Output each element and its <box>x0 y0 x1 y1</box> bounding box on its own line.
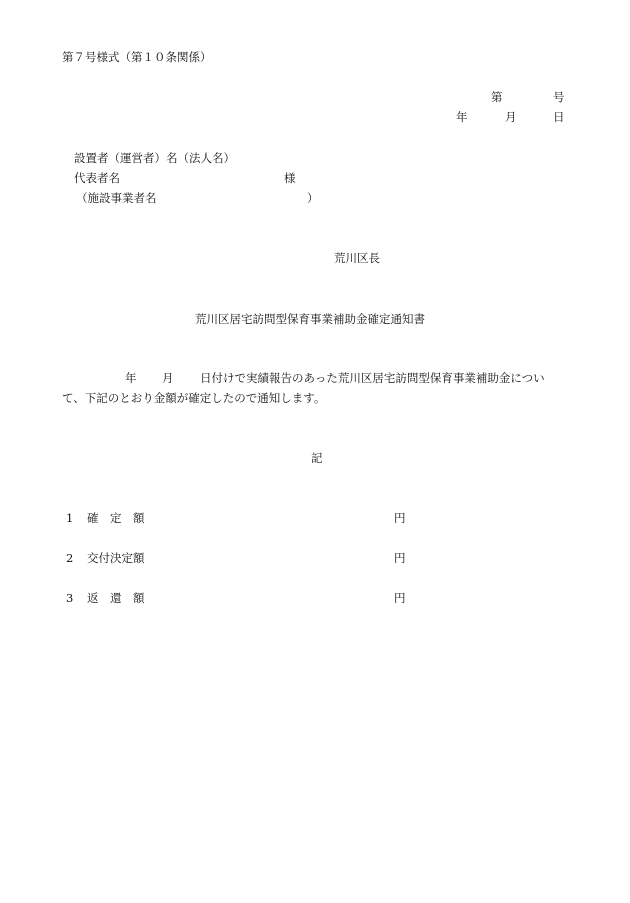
item-unit: 円 <box>394 511 406 525</box>
date-day: 日 <box>553 110 565 124</box>
date-month: 月 <box>505 110 517 124</box>
item-unit: 円 <box>394 551 406 565</box>
doc-number-suffix: 号 <box>553 90 565 104</box>
body-month: 月 <box>162 371 174 385</box>
item-label: 交付決定額 <box>87 551 145 565</box>
item-label: 返 還 額 <box>87 591 145 605</box>
recipient-rep-label: 代表者名 <box>74 171 120 185</box>
item-number: 1 <box>66 511 74 525</box>
recipient-facility-close: ） <box>307 191 319 205</box>
recipient-honorific: 様 <box>284 171 296 185</box>
document-title: 荒川区居宅訪問型保育事業補助金確定通知書 <box>195 312 425 326</box>
item-unit: 円 <box>394 591 406 605</box>
body-line2: て、下記のとおり金額が確定したので通知します。 <box>62 391 326 405</box>
form-label: 第７号様式（第１０条関係） <box>62 50 212 64</box>
ki-heading: 記 <box>311 451 323 465</box>
body-year: 年 <box>125 371 137 385</box>
item-number: 2 <box>66 551 74 565</box>
item-label: 確 定 額 <box>87 511 145 525</box>
doc-number-prefix: 第 <box>491 90 503 104</box>
body-line1: 日付けで実績報告のあった荒川区居宅訪問型保育事業補助金につい <box>200 371 545 385</box>
recipient-org: 設置者（運営者）名（法人名） <box>74 151 235 165</box>
item-number: 3 <box>66 591 74 605</box>
sender-name: 荒川区長 <box>334 251 380 265</box>
date-year: 年 <box>456 110 468 124</box>
recipient-facility-open: （施設事業者名 <box>76 191 157 205</box>
